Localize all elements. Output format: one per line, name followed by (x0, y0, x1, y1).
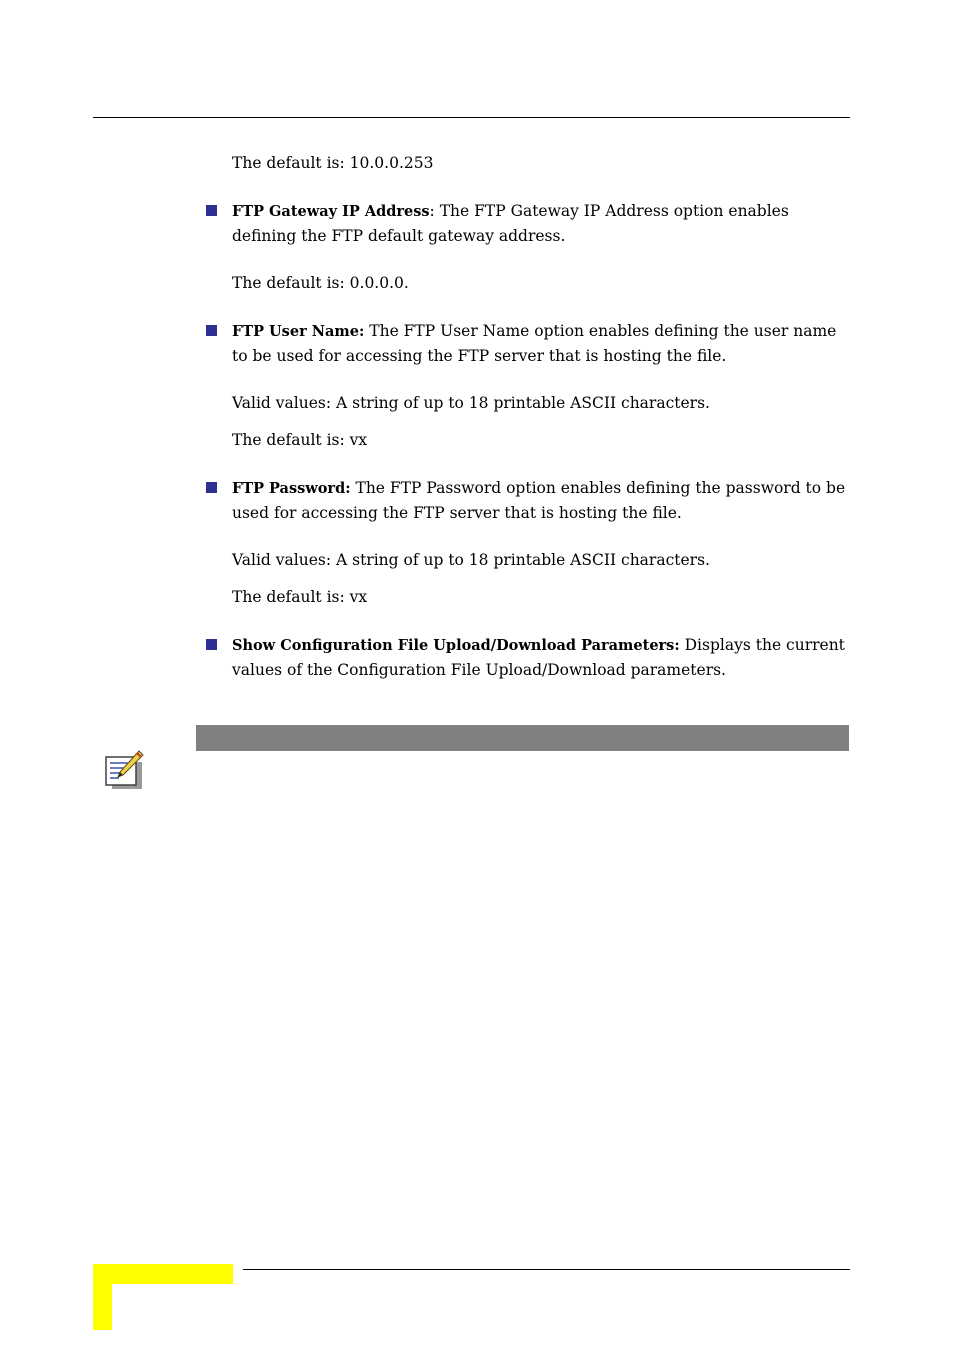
note-pencil-icon (103, 749, 145, 789)
bullet-square-icon (206, 205, 217, 216)
note-header-bar (196, 725, 849, 751)
valid-text-password: Valid values: A string of up to 18 printable ASCII characters. (232, 551, 710, 569)
term-show-config: Show Configuration File Upload/Download Parameters: (232, 637, 680, 654)
default-text-ip: The default is: 10.0.0.253 (232, 154, 434, 172)
header-rule (93, 117, 850, 118)
bullet-square-icon (206, 482, 217, 493)
list-item-show-config (206, 633, 850, 682)
valid-text-user-name: Valid values: A string of up to 18 printable ASCII characters. (232, 394, 710, 412)
desc-ftp-gateway: : The FTP Gateway IP Address option enables defining the FTP default gateway address. (232, 202, 789, 245)
term-ftp-gateway: FTP Gateway IP Address (232, 203, 430, 220)
list-item-ftp-user-name (206, 319, 850, 368)
bullet-square-icon (206, 639, 217, 650)
default-text-user-name: The default is: vx (232, 431, 368, 449)
list-item-ftp-password (206, 476, 850, 525)
list-item-ftp-gateway (206, 199, 850, 248)
term-ftp-user-name: FTP User Name: (232, 323, 365, 340)
desc-ftp-user-name: The FTP User Name option enables defining the user name to be used for accessing the FTP server that is hosting the file. (232, 322, 837, 365)
term-ftp-password: FTP Password: (232, 480, 351, 497)
footer-rule (243, 1269, 850, 1270)
bullet-square-icon (206, 325, 217, 336)
desc-ftp-password: The FTP Password option enables defining the password to be used for accessing the FTP server that is hosting the file. (232, 479, 846, 522)
default-text-gateway: The default is: 0.0.0.0. (232, 274, 409, 292)
footer-corner-accent (93, 1264, 233, 1330)
desc-show-config: Displays the current values of the Configuration File Upload/Download parameters. (232, 636, 845, 679)
default-text-password: The default is: vx (232, 588, 368, 606)
